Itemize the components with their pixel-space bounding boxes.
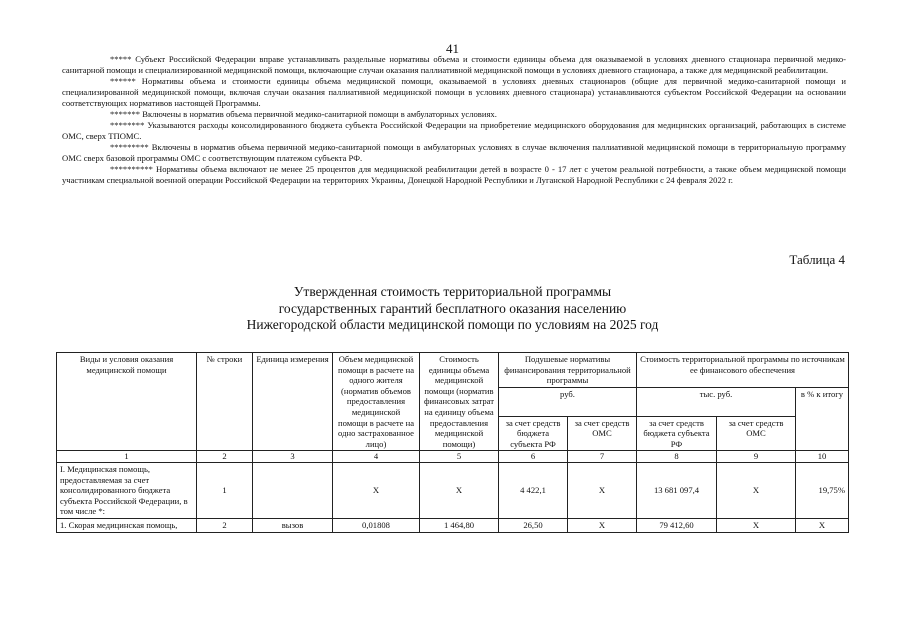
footnotes [62,54,846,186]
table-title-line: Утвержденная стоимость территориальной программы [293,284,612,299]
column-number: 6 [499,451,568,463]
column-number: 2 [197,451,253,463]
table-cell: Х [717,462,796,518]
column-number: 7 [568,451,637,463]
header-budget: за счет средств бюджета субъекта РФ [637,416,717,451]
table-title-line: государственных гарантий бесплатного оказания населению [278,300,627,316]
header-budget: за счет средств бюджета субъекта РФ [499,416,568,451]
column-number: 3 [253,451,333,463]
column-number: 9 [717,451,796,463]
table-label: Таблица 4 [789,252,845,267]
header-unit-cost: Стоимость единицы объема медицинской помощи (норматив финансовых затрат на единицу объема предоставления медицинской помощи) [420,353,499,451]
table-row [57,518,849,532]
column-number: 1 [57,451,197,463]
header-unit: Единица измерения [253,353,333,451]
footnote: ****** Нормативы объема и стоимости единицы объема медицинской помощи, оказываемой в условиях дневных стационаров (общие для первичной медико-санитарной помощи и специализированной медицинской помощи, включая случаи оказания паллиативной медицинской помощи в условиях дневного стационара) устанавливаются субъектом Российской Федерации на основании соответствующих нормативов настоящей Программы. [62,76,846,108]
table-cell: 2 [197,518,253,532]
table-cell: 1 [197,462,253,518]
table-cell: 1. Скорая медицинская помощь, [57,518,197,532]
table-cell: 4 422,1 [499,462,568,518]
table-cell: вызов [253,518,333,532]
footnote: ********** Нормативы объема включают не менее 25 процентов для медицинской реабилитации детей в возрасте 0 - 17 лет с учетом реальной потребности, а также объем медицинской помощи участникам специальной военной операции Российской Федерации на территориях Украины, Донецкой Народной Республики и Луганской Народной Республики с 24 февраля 2022 г. [62,164,846,185]
table-cell: Х [568,462,637,518]
table-cell: Х [796,518,849,532]
header-types: Виды и условия оказания медицинской помощи [57,353,197,451]
table-cell: 79 412,60 [637,518,717,532]
table-cell: 1 464,80 [420,518,499,532]
table-cell: Х [420,462,499,518]
footnote: ********* Включены в норматив объема первичной медико-санитарной помощи в амбулаторных условиях в случае включения паллиативной медицинской помощи в территориальную программу ОМС сверх базовой программы ОМС с соответствующим платежом субъекта РФ. [62,142,846,163]
header-thous-rub: тыс. руб. [637,387,796,416]
header-percent: в % к итогу [796,387,849,451]
table-cell: Х [333,462,420,518]
column-number: 5 [420,451,499,463]
table-cell [253,462,333,518]
header-total-cost: Стоимость территориальной программы по источникам ее финансового обеспечения [637,353,849,388]
header-per-capita: Подушевые нормативы финансирования территориальной программы [499,353,637,388]
footnote: ******* Включены в норматив объема первичной медико-санитарной помощи в амбулаторных условиях. [110,109,497,119]
header-volume: Объем медицинской помощи в расчете на одного жителя (норматив объемов предоставления медицинской помощи в расчете на одно застрахованное лицо) [333,353,420,451]
header-row-number: № строки [197,353,253,451]
table-row [57,462,849,518]
table-cell: 13 681 097,4 [637,462,717,518]
column-number: 8 [637,451,717,463]
table-cell: I. Медицинская помощь, предоставляемая за счет консолидированного бюджета субъекта Российской Федерации, в том числе *: [57,462,197,518]
table-cell: 26,50 [499,518,568,532]
column-number-row [57,451,849,463]
header-oms: за счет средств ОМС [568,416,637,451]
header-row [57,353,849,388]
header-oms: за счет средств ОМС [717,416,796,451]
column-number: 4 [333,451,420,463]
table-title [0,284,905,334]
footnote: ***** Субъект Российской Федерации вправе устанавливать раздельные нормативы объема и стоимости единицы объема для оказываемой в условиях дневного стационара первичной медико-санитарной помощи и специализированной медицинской помощи, включающие случаи оказания паллиативной медицинской помощи в условиях дневного стационара, а также для медицинской реабилитации. [62,54,846,75]
column-number: 10 [796,451,849,463]
table-cell: 19,75% [796,462,849,518]
table-title-line: Нижегородской области медицинской помощи по условиям на 2025 год [246,317,659,332]
table-cell: 0,01808 [333,518,420,532]
footnote: ******** Указываются расходы консолидированного бюджета субъекта Российской Федерации на приобретение медицинского оборудования для медицинских организаций, работающих в системе ОМС, сверх ТПОМС. [62,120,846,141]
cost-table [56,352,849,533]
header-rub: руб. [499,387,637,416]
page-number: 41 [446,41,459,56]
table-cell: Х [717,518,796,532]
table-cell: Х [568,518,637,532]
